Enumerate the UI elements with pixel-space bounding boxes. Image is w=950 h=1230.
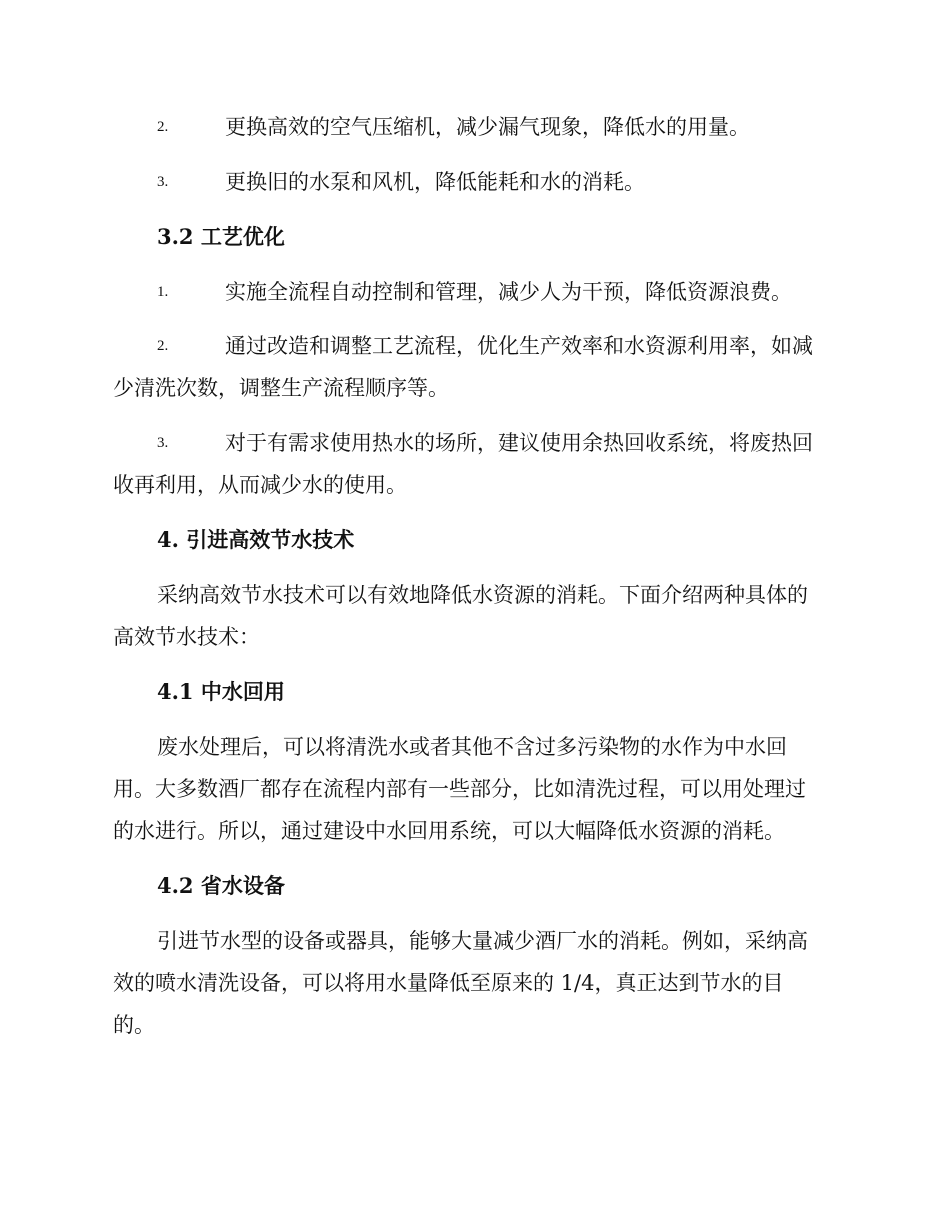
paragraph-line: 效的喷水清洗设备，可以将用水量降低至原来的 1/4，真正达到节水的目 (113, 971, 784, 995)
list-item-text: 通过改造和调整工艺流程，优化生产效率和水资源利用率，如减 (225, 334, 813, 358)
list-item-text: 更换旧的水泵和风机，降低能耗和水的消耗。 (225, 170, 645, 194)
list-number: 3. (157, 435, 169, 451)
section-heading-4-1: 4.1 中水回用 (157, 679, 285, 704)
paragraph-line: 的。 (113, 1013, 155, 1037)
list-number: 2. (157, 119, 169, 135)
list-number: 3. (157, 174, 169, 190)
paragraph-line: 采纳高效节水技术可以有效地降低水资源的消耗。下面介绍两种具体的 (157, 583, 808, 607)
paragraph-line: 引进节水型的设备或器具，能够大量减少酒厂水的消耗。例如，采纳高 (157, 929, 808, 953)
list-item-text: 实施全流程自动控制和管理，减少人为干预，降低资源浪费。 (225, 280, 792, 304)
list-item-continuation: 少清洗次数，调整生产流程顺序等。 (113, 376, 449, 400)
list-item-text: 更换高效的空气压缩机，减少漏气现象，降低水的用量。 (225, 115, 750, 139)
section-heading-4: 4. 引进高效节水技术 (157, 527, 355, 552)
list-number: 1. (157, 284, 169, 300)
section-heading-3-2: 3.2 工艺优化 (157, 224, 285, 249)
paragraph-line: 废水处理后，可以将清洗水或者其他不含过多污染物的水作为中水回 (157, 735, 787, 759)
paragraph-line: 的水进行。所以，通过建设中水回用系统，可以大幅降低水资源的消耗。 (113, 819, 785, 843)
list-item-text: 对于有需求使用热水的场所，建议使用余热回收系统，将废热回 (225, 431, 813, 455)
paragraph-line: 高效节水技术： (113, 625, 260, 649)
section-heading-4-2: 4.2 省水设备 (157, 873, 285, 898)
list-number: 2. (157, 338, 169, 354)
paragraph-line: 用。大多数酒厂都存在流程内部有一些部分，比如清洗过程，可以用处理过 (113, 777, 806, 801)
list-item-continuation: 收再利用，从而减少水的使用。 (113, 473, 407, 497)
